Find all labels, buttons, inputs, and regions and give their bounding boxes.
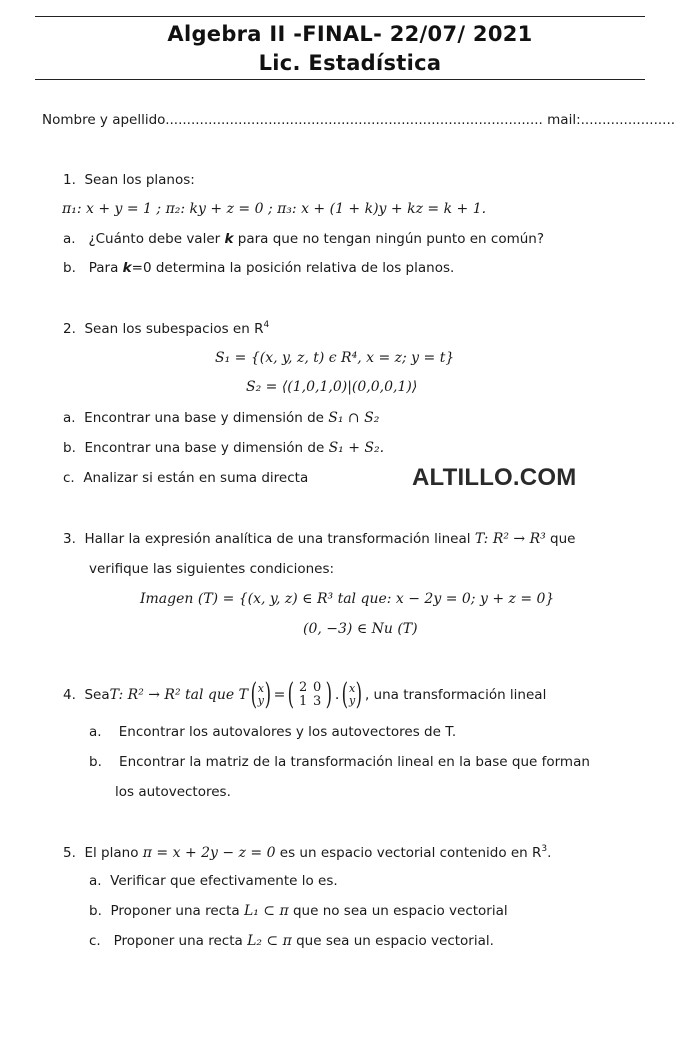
altillo-watermark: ALTILLO.COM [412, 464, 577, 491]
q3-cond1: Imagen (T) = {(x, y, z) ∈ R³ tal que: x − 2y = 0; y + z = 0} [140, 591, 555, 607]
q4-part-b-cont: los autovectores. [115, 784, 231, 800]
q4-input-vector-2 [339, 677, 365, 712]
q4-m21: 1 [298, 694, 308, 709]
q5-number: 5. [63, 845, 76, 861]
q5-c-post: que sea un espacio vectorial. [291, 933, 494, 949]
q2-intro [63, 320, 269, 337]
q2-s2: S₂ = ⟨(1,0,1,0)|(0,0,0,1)⟩ [246, 379, 418, 395]
q5-b-pre: Proponer una recta [110, 903, 244, 919]
name-blank: ........................................................................................ [165, 112, 543, 128]
q4-post: , una transformación lineal [364, 687, 547, 703]
q2-number: 2. [63, 321, 76, 337]
q5-part-a [89, 873, 338, 889]
q1-a-text-pre: ¿Cuánto debe valer [88, 231, 225, 247]
student-name-line [42, 112, 675, 128]
mail-label: mail: [547, 112, 581, 128]
q4-vec2-y: y [349, 694, 356, 707]
q5-c-label: c. [89, 933, 101, 949]
header-bottom-rule [35, 79, 645, 80]
q3-cond2: (0, −3) ∈ Nu (T) [303, 621, 418, 637]
q5-b-label: b. [89, 903, 102, 919]
q4-vec2-rparen: ) [355, 677, 363, 712]
q2-part-a [63, 410, 379, 426]
q5-a-text: Verificar que efectivamente lo es. [110, 873, 338, 889]
mail-blank: ...................... [580, 112, 676, 128]
q5-part-b [89, 903, 508, 919]
q4-vec-rparen: ) [264, 677, 272, 712]
q2-b-text: Encontrar una base y dimensión de [84, 440, 329, 456]
q4-line [63, 677, 547, 712]
q5-end: . [547, 845, 552, 861]
q5-c-pre: Proponer una recta [113, 933, 248, 949]
q4-a-label: a. [89, 724, 102, 740]
q2-c-text: Analizar si están en suma directa [83, 470, 309, 486]
q4-vec-lparen: ( [250, 677, 258, 712]
q1-a-text-post: para que no tengan ningún punto en común? [233, 231, 545, 247]
q5-b-math: L₁ ⊂ π [243, 903, 289, 919]
q4-vec-y: y [257, 694, 264, 707]
q4-vec2-lparen: ( [341, 677, 349, 712]
header-top-rule [35, 16, 645, 17]
q2-b-math: S₁ + S₂. [328, 440, 385, 456]
q4-pre: Sea [84, 687, 110, 703]
q2-b-label: b. [63, 440, 76, 456]
q2-c-label: c. [63, 470, 75, 486]
q4-mat-rparen: ) [325, 677, 333, 712]
q2-intro-sup: 4 [263, 320, 270, 330]
q5-pre: El plano [84, 845, 143, 861]
q1-a-label: a. [63, 231, 76, 247]
q2-part-c [63, 470, 308, 486]
q4-m12: 0 [312, 680, 322, 695]
q2-a-label: a. [63, 410, 76, 426]
q2-a-math: S₁ ∩ S₂ [328, 410, 380, 426]
q3-line2: verifique las siguientes condiciones: [89, 561, 335, 577]
q5-part-c [89, 933, 494, 949]
q2-s1: S₁ = {(x, y, z, t) ϵ R⁴, x = z; y = t} [215, 350, 455, 366]
q4-matrix [285, 677, 334, 712]
q3-number: 3. [63, 531, 76, 547]
q4-equals: = [273, 687, 286, 703]
q2-part-b [63, 440, 384, 456]
q4-a-text: Encontrar los autovalores y los autovectores de T. [118, 724, 457, 740]
q4-mat-lparen: ( [288, 677, 295, 712]
name-label: Nombre y apellido [42, 112, 166, 128]
q3-line1 [63, 531, 576, 547]
exam-title: Algebra II -FINAL- 22/07/ 2021 [167, 22, 533, 46]
q4-b-label: b. [89, 754, 102, 770]
q1-b-label: b. [63, 260, 76, 276]
q5-sup: 3 [541, 844, 548, 854]
q5-math: π = x + 2y − z = 0 [142, 845, 276, 861]
q2-intro-text: Sean los subespacios en R [84, 321, 264, 337]
q5-b-post: que no sea un espacio vectorial [288, 903, 508, 919]
q1-b-text-pre: Para [88, 260, 123, 276]
q1-intro-text: Sean los planos: [84, 172, 195, 188]
q1-b-text-post: =0 determina la posición relativa de los planos. [131, 260, 455, 276]
exam-subtitle: Lic. Estadística [258, 51, 442, 75]
q2-a-text: Encontrar una base y dimensión de [84, 410, 329, 426]
q5-post: es un espacio vectorial contenido en R [275, 845, 542, 861]
q4-vec2-x: x [349, 682, 356, 695]
q3-line1-text: Hallar la expresión analítica de una transformación lineal [84, 531, 475, 547]
q1-intro [63, 172, 195, 188]
q4-b-text: Encontrar la matriz de la transformación lineal en la base que forman [119, 754, 590, 770]
q1-a-var: k [224, 231, 234, 247]
q4-vec-x: x [257, 682, 264, 695]
q5-c-math: L₂ ⊂ π [247, 933, 292, 949]
q1-b-var: k [122, 260, 132, 276]
q4-dot: . [334, 687, 340, 703]
q4-input-vector [248, 677, 274, 712]
q1-planes: π₁: x + y = 1 ; π₂: ky + z = 0 ; π₃: x + (1 + k)y + kz = k + 1. [62, 201, 487, 217]
q4-part-a [89, 724, 456, 740]
q3-line1-post: que [545, 531, 576, 547]
q4-m11: 2 [298, 680, 308, 695]
q1-part-b [63, 260, 454, 276]
q5-a-label: a. [89, 873, 102, 889]
q4-m22: 3 [312, 694, 322, 709]
q3-line1-math: T: R² → R³ [474, 531, 546, 547]
q1-part-a [63, 231, 544, 247]
q4-math: T: R² → R² tal que T [109, 687, 248, 703]
q4-part-b [89, 754, 590, 770]
q5-line [63, 844, 551, 861]
q1-number: 1. [63, 172, 76, 188]
q4-number: 4. [63, 687, 76, 703]
